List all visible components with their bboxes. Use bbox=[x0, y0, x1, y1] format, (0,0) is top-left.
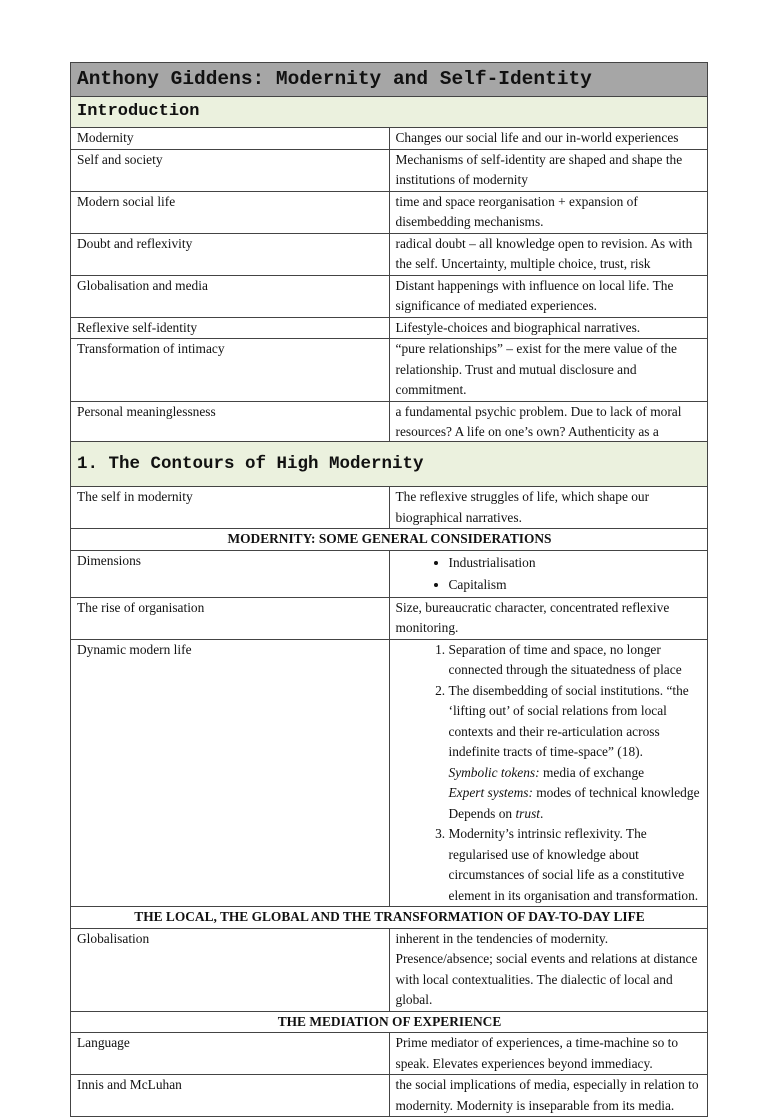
row-text: Distant happenings with influence on local life. The significance of mediated experiences. bbox=[389, 275, 708, 317]
section-header-row bbox=[71, 442, 708, 487]
row-label: Self and society bbox=[71, 149, 390, 191]
subheading-row bbox=[71, 529, 708, 551]
section-heading-introduction: Introduction bbox=[71, 97, 708, 128]
row-text: the social implications of media, especially in relation to modernity. Modernity is inseparable from its media. bbox=[389, 1075, 708, 1117]
row-text: The reflexive struggles of life, which shape our biographical narratives. bbox=[389, 487, 708, 529]
section-header-row bbox=[71, 97, 708, 128]
section-heading-high-modernity: 1. The Contours of High Modernity bbox=[71, 442, 708, 487]
title-row bbox=[71, 63, 708, 97]
row-label: Modern social life bbox=[71, 191, 390, 233]
row-text: Lifestyle-choices and biographical narratives. bbox=[389, 317, 708, 339]
table-row bbox=[71, 317, 708, 339]
subheading-mediation: THE MEDIATION OF EXPERIENCE bbox=[71, 1011, 708, 1033]
table-row bbox=[71, 191, 708, 233]
subheading-general-considerations: MODERNITY: SOME GENERAL CONSIDERATIONS bbox=[71, 529, 708, 551]
row-text bbox=[389, 550, 708, 597]
table-row bbox=[71, 275, 708, 317]
table-row bbox=[71, 149, 708, 191]
row-text bbox=[389, 639, 708, 907]
depends-emphasis: trust bbox=[515, 805, 541, 821]
intro-table bbox=[70, 62, 708, 464]
row-label: Personal meaninglessness bbox=[71, 401, 390, 464]
row-label: Globalisation and media bbox=[71, 275, 390, 317]
row-text: inherent in the tendencies of modernity. Presence/absence; social events and relations at distance with local contextualities. The dialectic of local and global. bbox=[389, 928, 708, 1011]
row-label: Globalisation bbox=[71, 928, 390, 1011]
symbolic-tokens-text: media of exchange bbox=[539, 764, 645, 780]
row-text: Changes our social life and our in-world experiences bbox=[389, 128, 708, 150]
list-item: 3. Modernity’s intrinsic reflexivity. The regularised use of knowledge about circumstances of social life as a constitutive element in its organisation and transformation. bbox=[449, 824, 703, 906]
row-label: The rise of organisation bbox=[71, 597, 390, 639]
row-text: Size, bureaucratic character, concentrated reflexive monitoring. bbox=[389, 597, 708, 639]
row-label: Innis and McLuhan bbox=[71, 1075, 390, 1117]
list-item: • Capitalism bbox=[449, 574, 703, 596]
list-item-text: The disembedding of social institutions. “the ‘lifting out’ of social relations from local contexts and their re-articulation across indefinite tracts of time-space” (18). bbox=[448, 682, 689, 759]
row-text: “pure relationships” – exist for the mere value of the relationship. Trust and mutual disclosure and commitment. bbox=[389, 339, 708, 402]
subheading-row bbox=[71, 1011, 708, 1033]
row-text: a fundamental psychic problem. Due to lack of moral resources? A life on one’s own? Authenticity as a bbox=[389, 401, 708, 464]
row-label: Transformation of intimacy bbox=[71, 339, 390, 402]
table-row bbox=[71, 128, 708, 150]
subheading-row bbox=[71, 907, 708, 929]
row-label: Modernity bbox=[71, 128, 390, 150]
row-text: radical doubt – all knowledge open to revision. As with the self. Uncertainty, multiple choice, trust, risk bbox=[389, 233, 708, 275]
table-row bbox=[71, 1075, 708, 1117]
table-row bbox=[71, 339, 708, 402]
table-row bbox=[71, 928, 708, 1011]
expert-systems-text: modes of technical knowledge bbox=[532, 785, 700, 800]
table-row bbox=[71, 639, 708, 907]
row-text: Mechanisms of self-identity are shaped and shape the institutions of modernity bbox=[389, 149, 708, 191]
expert-systems-label: Expert systems: bbox=[448, 785, 533, 800]
row-label: Dimensions bbox=[71, 550, 390, 597]
table-row bbox=[71, 550, 708, 597]
row-text: time and space reorganisation + expansion of disembedding mechanisms. bbox=[389, 191, 708, 233]
list-item: • Industrialisation bbox=[449, 552, 703, 574]
table-row bbox=[71, 487, 708, 529]
symbolic-tokens-label: Symbolic tokens: bbox=[448, 764, 540, 780]
list-item: 1. Separation of time and space, no longer connected through the situatedness of place bbox=[449, 640, 703, 681]
depends-end: . bbox=[540, 805, 544, 821]
depends-text: Depends on bbox=[448, 805, 516, 821]
table-row bbox=[71, 1033, 708, 1075]
table-row bbox=[71, 233, 708, 275]
row-label: Dynamic modern life bbox=[71, 639, 390, 907]
dimensions-list bbox=[396, 552, 703, 596]
high-modernity-table bbox=[70, 441, 708, 1117]
dynamic-list bbox=[396, 640, 703, 907]
subheading-local-global: THE LOCAL, THE GLOBAL AND THE TRANSFORMATION OF DAY-TO-DAY LIFE bbox=[71, 907, 708, 929]
document-title: Anthony Giddens: Modernity and Self-Identity bbox=[71, 63, 708, 97]
list-item bbox=[449, 681, 703, 825]
row-label: Reflexive self-identity bbox=[71, 317, 390, 339]
table-row bbox=[71, 597, 708, 639]
row-label: Language bbox=[71, 1033, 390, 1075]
row-label: The self in modernity bbox=[71, 487, 390, 529]
row-label: Doubt and reflexivity bbox=[71, 233, 390, 275]
row-text: Prime mediator of experiences, a time-machine so to speak. Elevates experiences beyond immediacy. bbox=[389, 1033, 708, 1075]
